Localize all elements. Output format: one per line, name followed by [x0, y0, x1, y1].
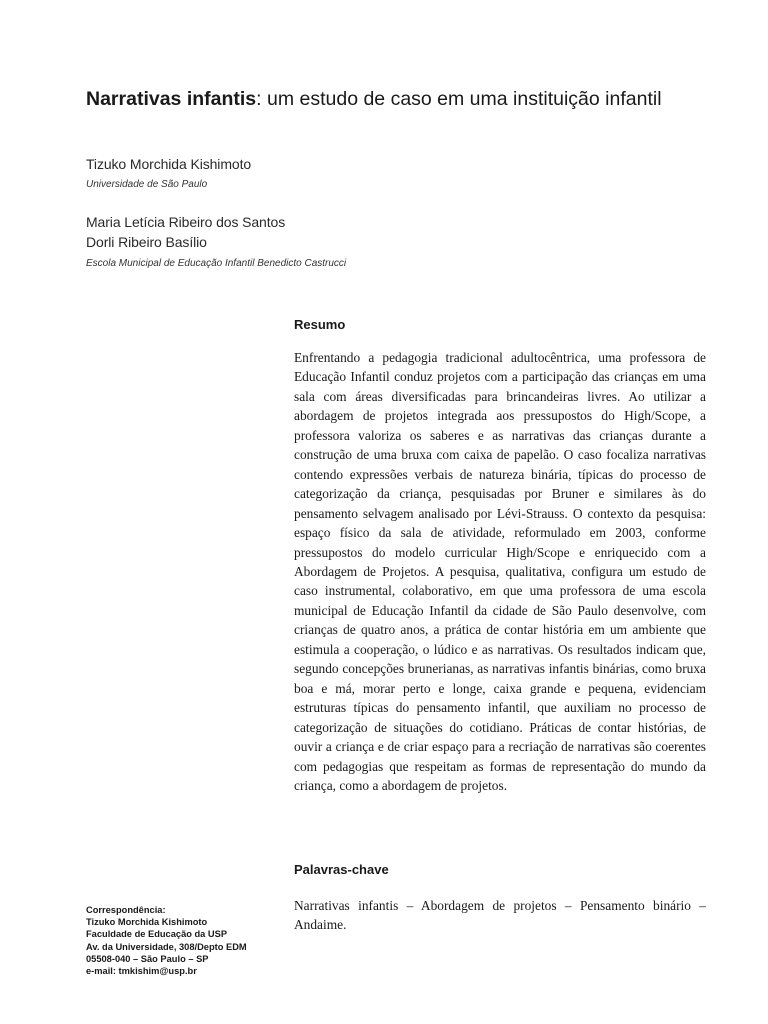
- author-affiliation: Escola Municipal de Educação Infantil Benedicto Castrucci: [86, 258, 347, 269]
- correspondence-line: Tizuko Morchida Kishimoto: [86, 917, 208, 928]
- abstract-heading: Resumo: [294, 317, 346, 332]
- keywords-heading: Palavras-chave: [294, 862, 389, 877]
- article-title-main: Narrativas infantis: [86, 88, 257, 110]
- author-name: Maria Letícia Ribeiro dos Santos: [86, 214, 286, 230]
- article-title: [86, 88, 686, 110]
- author-name: Dorli Ribeiro Basílio: [86, 234, 207, 250]
- author-name: Tizuko Morchida Kishimoto: [86, 156, 252, 172]
- correspondence-block: [86, 904, 276, 977]
- correspondence-label: Correspondência:: [86, 905, 166, 915]
- correspondence-line: Faculdade de Educação da USP: [86, 929, 228, 940]
- correspondence-email: e-mail: tmkishim@usp.br: [86, 966, 197, 977]
- article-title-subtitle: : um estudo de caso em uma instituição infantil: [256, 88, 662, 110]
- keywords-text: Narrativas infantis – Abordagem de projetos – Pensamento binário – Andaime.: [294, 898, 706, 933]
- author-affiliation: Universidade de São Paulo: [86, 179, 208, 190]
- abstract-text: Enfrentando a pedagogia tradicional adultocêntrica, uma professora de Educação Infantil conduz projetos com a participação das crianças em uma sala com áreas diversificadas para brincandeiras livres. Ao utilizar a abordagem de projetos integrada aos pressupostos do High/Scope, a professora valoriza os saberes e as narrativas das crianças durante a construção de uma bruxa com caixa de papelão. O caso focaliza narrativas contendo expressões verbais de natureza binária, típicas do processo de categorização da criança, pesquisadas por Bruner e similares às do pensamento selvagem analisado por Lévi-Strauss. O contexto da pesquisa: espaço físico da sala de atividade, reformulado em 2003, conforme pressupostos do modelo curricular High/Scope e enriquecido com a Abordagem de Projetos. A pesquisa, qualitativa, configura um estudo de caso instrumental, colaborativo, em que uma professora de uma escola municipal de Educação Infantil da cidade de São Paulo desenvolve, com crianças de quatro anos, a prática de contar história em um ambiente que estimula a cooperação, o lúdico e as narrativas. Os resultados indicam que, segundo concepções brunerianas, as narrativas infantis binárias, como bruxa boa e má, morar perto e longe, caixa grande e pequena, evidenciam estruturas típicas do pensamento infantil, que auxiliam no processo de categorização de situações do cotidiano. Práticas de contar histórias, de ouvir a criança e de criar espaço para a recriação de narrativas são coerentes com pedagogias que respeitam as formas de representação do mundo da criança, como a abordagem de projetos.: [294, 350, 706, 793]
- correspondence-line: Av. da Universidade, 308/Depto EDM: [86, 941, 247, 952]
- correspondence-line: 05508-040 – São Paulo – SP: [86, 953, 209, 964]
